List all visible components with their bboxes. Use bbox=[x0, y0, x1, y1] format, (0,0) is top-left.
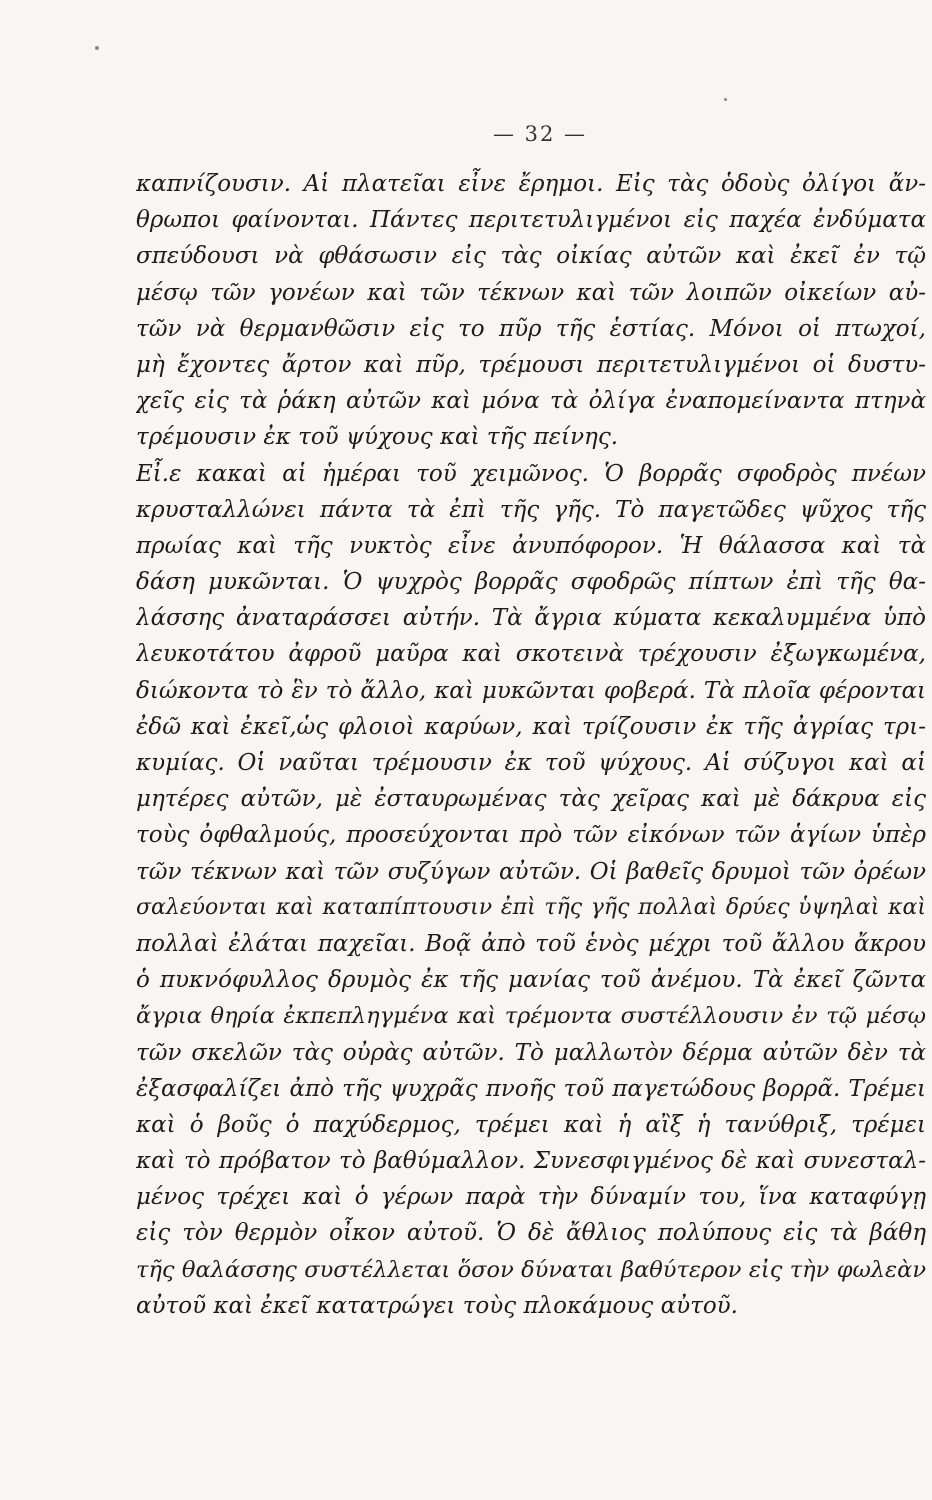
text-line: ἄγρια θηρία ἐκπεπληγμένα καὶ τρέμοντα συστέλλουσιν ἐν τῷ μέσῳ bbox=[136, 1003, 926, 1030]
text-line: καπνίζουσιν. Αἱ πλατεῖαι εἶνε ἔρημοι. Εἰς τὰς ὁδοὺς ὀλίγοι ἄν- bbox=[136, 171, 926, 197]
text-line: θρωποι φαίνονται. Πάντες περιτετυλιγμένοι εἰς παχέα ἐνδύματα bbox=[136, 207, 926, 234]
text-line: τῶν νὰ θερμανθῶσιν εἰς το πῦρ τῆς ἑστίας. Μόνοι οἱ πτωχοί, bbox=[136, 315, 926, 342]
ink-speck bbox=[95, 46, 99, 50]
text-line: τῶν τέκνων καὶ τῶν συζύγων αὐτῶν. Οἱ βαθεῖς δρυμοὶ τῶν ὀρέων bbox=[136, 858, 926, 885]
text-line: τῶν σκελῶν τὰς οὐρὰς αὐτῶν. Τὸ μαλλωτὸν δέρμα αὐτῶν δὲν τὰ bbox=[136, 1039, 926, 1066]
text-line: διώκοντα τὸ ἓν τὸ ἄλλο, καὶ μυκῶνται φοβερά. Τὰ πλοῖα φέρονται bbox=[136, 677, 926, 704]
ink-speck bbox=[724, 98, 727, 101]
text-line: τοὺς ὀφθαλμούς, προσεύχονται πρὸ τῶν εἰκόνων τῶν ἁγίων ὑπὲρ bbox=[136, 822, 926, 849]
text-line: σπεύδουσι νὰ φθάσωσιν εἰς τὰς οἰκίας αὐτῶν καὶ ἐκεῖ ἐν τῷ bbox=[136, 243, 926, 270]
text-line: σαλεύονται καὶ καταπίπτουσιν ἐπὶ τῆς γῆς πολλαὶ δρύες ὑψηλαὶ καὶ bbox=[136, 894, 926, 920]
text-line: τῆς θαλάσσης συστέλλεται ὅσον δύναται βαθύτερον εἰς τὴν φωλεὰν bbox=[136, 1256, 926, 1283]
text-line: ἐξασφαλίζει ἀπὸ τῆς ψυχρᾶς πνοῆς τοῦ παγετώδους βορρᾶ. Τρέμει bbox=[136, 1075, 926, 1102]
text-line: χεῖς εἰς τὰ ῥάκη αὐτῶν καὶ μόνα τὰ ὀλίγα ἐναπομείναντα πτηνὰ bbox=[136, 388, 926, 415]
text-line: λάσσης ἀναταράσσει αὐτήν. Τὰ ἄγρια κύματα κεκαλυμμένα ὑπὸ bbox=[136, 605, 926, 632]
text-line: ἐδῶ καὶ ἐκεῖ,ὡς φλοιοὶ καρύων, καὶ τρίζουσιν ἐκ τῆς ἀγρίας τρι- bbox=[136, 713, 926, 740]
text-line: ὁ πυκνόφυλλος δρυμὸς ἐκ τῆς μανίας τοῦ ἀνέμου. Τὰ ἐκεῖ ζῶντα bbox=[136, 967, 926, 994]
text-line: Εἶ.ε κακαὶ αἱ ἡμέραι τοῦ χειμῶνος. Ὁ βορρᾶς σφοδρὸς πνέων bbox=[136, 460, 926, 487]
text-line: εἰς τὸν θερμὸν οἶκον αὐτοῦ. Ὁ δὲ ἄθλιος πολύπους εἰς τὰ βάθη bbox=[136, 1220, 926, 1247]
text-line: πρωίας καὶ τῆς νυκτὸς εἶνε ἀνυπόφορον. Ἡ θάλασσα καὶ τὰ bbox=[136, 532, 926, 559]
text-line: κυμίας. Οἱ ναῦται τρέμουσιν ἐκ τοῦ ψύχους. Αἱ σύζυγοι καὶ αἱ bbox=[136, 750, 926, 776]
text-line: πολλαὶ ἐλάται παχεῖαι. Βοᾷ ἀπὸ τοῦ ἑνὸς μέχρι τοῦ ἄλλου ἄκρου bbox=[136, 930, 926, 957]
text-line: καὶ ὁ βοῦς ὁ παχύδερμος, τρέμει καὶ ἡ αἲξ ἡ τανύθριξ, τρέμει bbox=[136, 1111, 926, 1138]
text-line: αὐτοῦ καὶ ἐκεῖ κατατρώγει τοὺς πλοκάμους αὐτοῦ. bbox=[136, 1292, 738, 1319]
text-line: καὶ τὸ πρόβατον τὸ βαθύμαλλον. Συνεσφιγμένος δὲ καὶ συνεσταλ- bbox=[136, 1148, 926, 1175]
text-line: λευκοτάτου ἀφροῦ μαῦρα καὶ σκοτεινὰ τρέχουσιν ἐξωγκωμένα, bbox=[136, 641, 926, 668]
text-line: κρυσταλλώνει πάντα τὰ ἐπὶ τῆς γῆς. Τὸ παγετῶδες ψῦχος τῆς bbox=[136, 496, 926, 523]
text-line: μὴ ἔχοντες ἄρτον καὶ πῦρ, τρέμουσι περιτετυλιγμένοι οἱ δυστυ- bbox=[136, 351, 926, 378]
body-text bbox=[136, 166, 926, 1324]
text-line: τρέμουσιν ἐκ τοῦ ψύχους καὶ τῆς πείνης. bbox=[136, 424, 619, 451]
text-line: μητέρες αὐτῶν, μὲ ἐσταυρωμένας τὰς χεῖρας καὶ μὲ δάκρυα εἰς bbox=[136, 786, 926, 813]
page-number: — 32 — bbox=[492, 122, 588, 146]
text-line: δάση μυκῶνται. Ὁ ψυχρὸς βορρᾶς σφοδρῶς πίπτων ἐπὶ τῆς θα- bbox=[136, 569, 926, 596]
text-line: μένος τρέχει καὶ ὁ γέρων παρὰ τὴν δύναμίν του, ἵνα καταφύγῃ bbox=[136, 1184, 926, 1211]
text-line: μέσῳ τῶν γονέων καὶ τῶν τέκνων καὶ τῶν λοιπῶν οἰκείων αὐ- bbox=[136, 279, 926, 306]
